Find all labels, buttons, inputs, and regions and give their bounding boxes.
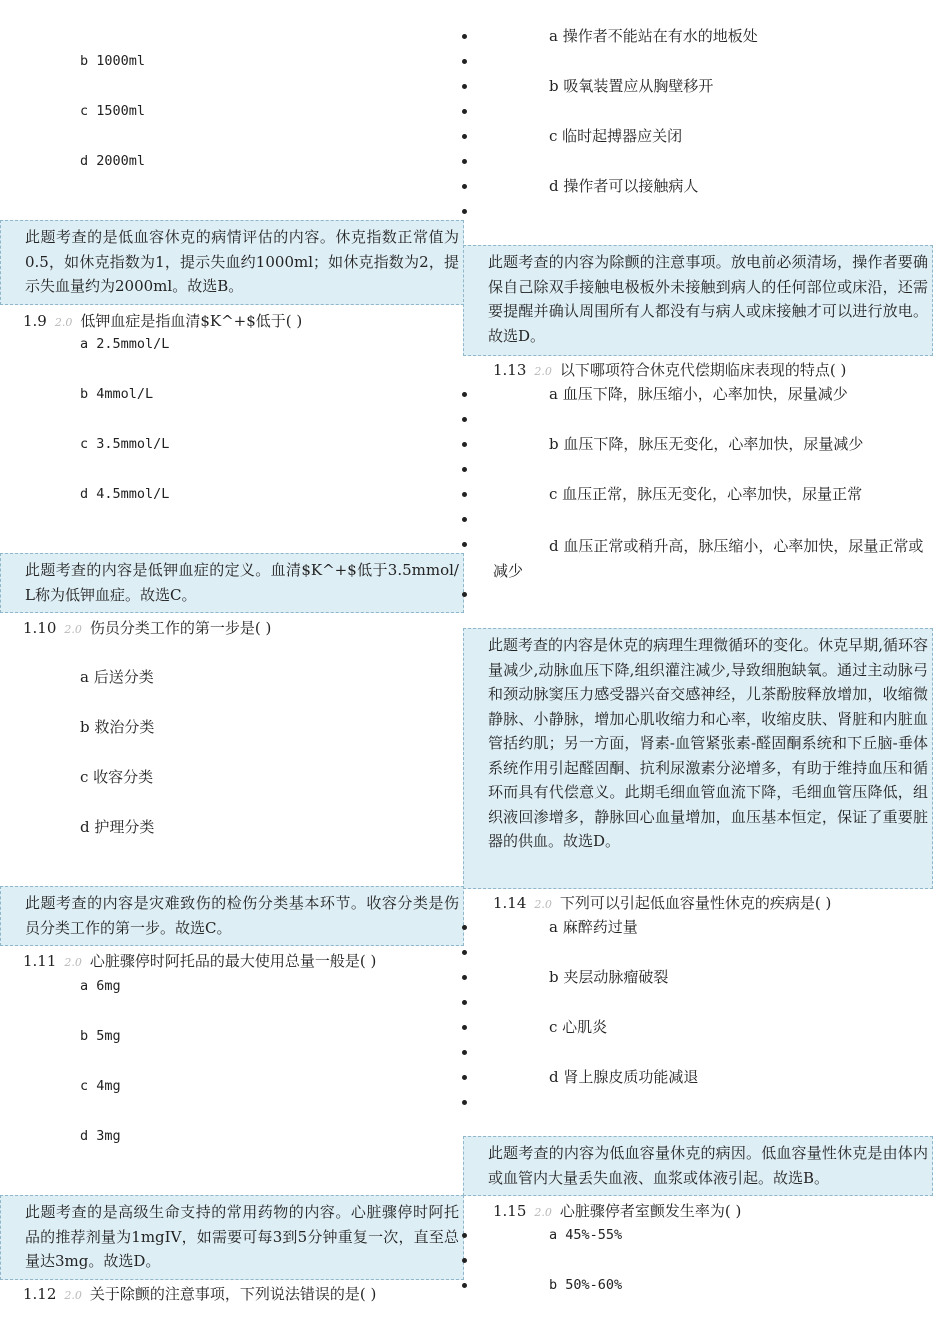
bullet-icon — [462, 442, 467, 447]
bullet-icon — [462, 925, 467, 930]
bullet-icon — [462, 1050, 467, 1055]
question-text: 伤员分类工作的第一步是( ) — [89, 619, 272, 637]
option-c[interactable]: c 临时起搏器应关闭 — [549, 127, 683, 145]
bullet-icon — [462, 109, 467, 114]
option-c[interactable]: c 心肌炎 — [549, 1018, 608, 1036]
option-d[interactable]: d 血压正常或稍升高，脉压缩小，心率加快，尿量正常或减少 — [493, 537, 924, 580]
question-score: 2.0 — [64, 956, 82, 969]
question-text: 心脏骤停时阿托品的最大使用总量一般是( ) — [89, 952, 377, 970]
question-score: 2.0 — [64, 1289, 82, 1302]
option-d[interactable]: d 操作者可以接触病人 — [549, 177, 699, 195]
question-10 — [23, 618, 271, 640]
option-d[interactable]: d 肾上腺皮质功能减退 — [549, 1068, 699, 1086]
explanation-box: 此题考查的是高级生命支持的常用药物的内容。心脏骤停时阿托品的推荐剂量为1mgIV，如需要可每3到5分钟重复一次，直至总量达3mg。故选D。 — [0, 1195, 464, 1280]
question-number: 1.15 — [493, 1202, 527, 1220]
option-b[interactable]: b 夹层动脉瘤破裂 — [549, 968, 669, 986]
bullet-icon — [462, 467, 467, 472]
explanation-box: 此题考查的内容是休克的病理生理微循环的变化。休克早期,循环容量减少,动脉血压下降,组织灌注减少,导致细胞缺氧。通过主动脉弓和颈动脉窦压力感受器兴奋交感神经，儿茶酚胺释放增加，收缩微静脉、小静脉，增加心肌收缩力和心率，收缩皮肤、肾脏和内脏血管括约肌；另一方面，肾素-血管紧张素-醛固酮系统和下丘脑-垂体系统作用引起醛固酮、抗利尿激素分泌增多，有助于维持血压和循环而具有代偿意义。此期毛细血管血流下降，毛细血管压降低，组织液回渗增多，静脉回心血量增加，血压基本恒定，保证了重要脏器的供血。故选D。 — [463, 628, 933, 889]
question-text: 心脏骤停者室颤发生率为( ) — [559, 1202, 742, 1220]
option-d[interactable]: d 护理分类 — [80, 818, 155, 836]
question-number: 1.12 — [23, 1285, 57, 1303]
bullet-icon — [462, 1283, 467, 1288]
bullet-icon — [462, 134, 467, 139]
question-number: 1.13 — [493, 361, 527, 379]
explanation-box: 此题考查的内容是灾难致伤的检伤分类基本环节。收容分类是伤员分类工作的第一步。故选C。 — [0, 886, 464, 946]
question-number: 1.10 — [23, 619, 57, 637]
bullet-icon — [462, 159, 467, 164]
bullet-icon — [462, 417, 467, 422]
question-9 — [23, 311, 302, 333]
option-c[interactable]: c 血压正常，脉压无变化，心率加快，尿量正常 — [549, 485, 863, 503]
question-11 — [23, 951, 376, 973]
bullet-icon — [462, 184, 467, 189]
option-a[interactable]: a 操作者不能站在有水的地板处 — [549, 27, 758, 45]
bullet-icon — [462, 1100, 467, 1105]
bullet-icon — [462, 84, 467, 89]
question-13 — [493, 360, 846, 382]
option-c[interactable]: c 4mg — [80, 1078, 121, 1094]
option-b[interactable]: b 血压下降，脉压无变化，心率加快，尿量减少 — [549, 435, 864, 453]
bullet-icon — [462, 1075, 467, 1080]
option-b[interactable]: b 吸氧装置应从胸壁移开 — [549, 77, 714, 95]
question-14 — [493, 893, 831, 915]
bullet-icon — [462, 950, 467, 955]
explanation-box: 此题考查的内容是低钾血症的定义。血清$K^+$低于3.5mmol/L称为低钾血症。故选C。 — [0, 553, 464, 613]
option-a[interactable]: a 血压下降，脉压缩小，心率加快，尿量减少 — [549, 385, 848, 403]
question-score: 2.0 — [534, 898, 552, 911]
question-text: 低钾血症是指血清$K^+$低于( ) — [80, 312, 303, 330]
bullet-icon — [462, 34, 467, 39]
question-score: 2.0 — [64, 623, 82, 636]
question-score: 2.0 — [534, 1206, 552, 1219]
explanation-box: 此题考查的是低血容休克的病情评估的内容。休克指数正常值为0.5，如休克指数为1，提示失血约1000ml；如休克指数为2，提示失血量约为2000ml。故选B。 — [0, 220, 464, 305]
question-text: 下列可以引起低血容量性休克的疾病是( ) — [559, 894, 832, 912]
explanation-box: 此题考查的内容为除颤的注意事项。放电前必须清场，操作者要确保自己除双手接触电极板外未接触到病人的任何部位或床沿，还需要提醒并确认周围所有人都没有与病人或床接触才可以进行放电。故选D。 — [463, 245, 933, 356]
option-a[interactable]: a 后送分类 — [80, 668, 154, 686]
option-a[interactable]: a 2.5mmol/L — [80, 336, 170, 352]
option-d[interactable]: d 4.5mmol/L — [80, 486, 170, 502]
bullet-icon — [462, 209, 467, 214]
question-number: 1.14 — [493, 894, 527, 912]
bullet-icon — [462, 542, 467, 547]
question-score: 2.0 — [534, 365, 552, 378]
explanation-box: 此题考查的内容为低血容量休克的病因。低血容量性休克是由体内或血管内大量丢失血液、血浆或体液引起。故选B。 — [463, 1136, 933, 1196]
question-number: 1.11 — [23, 952, 57, 970]
option-d[interactable]: d 3mg — [80, 1128, 121, 1144]
option-c[interactable]: c 3.5mmol/L — [80, 436, 170, 452]
question-15 — [493, 1201, 741, 1223]
option-b[interactable]: b 5mg — [80, 1028, 121, 1044]
bullet-icon — [462, 975, 467, 980]
option-b[interactable]: b 救治分类 — [80, 718, 155, 736]
bullet-icon — [462, 1025, 467, 1030]
question-text: 以下哪项符合休克代偿期临床表现的特点( ) — [559, 361, 847, 379]
option-d[interactable]: d 2000ml — [80, 153, 146, 169]
question-text: 关于除颤的注意事项，下列说法错误的是( ) — [89, 1285, 377, 1303]
option-b[interactable]: b 4mmol/L — [80, 386, 154, 402]
bullet-icon — [462, 1233, 467, 1238]
option-a[interactable]: a 6mg — [80, 978, 121, 994]
option-b[interactable]: b 50%-60% — [549, 1277, 623, 1293]
option-b[interactable]: b 1000ml — [80, 53, 146, 69]
question-score: 2.0 — [54, 316, 73, 329]
question-number: 1.9 — [23, 312, 47, 330]
bullet-icon — [462, 392, 467, 397]
option-a[interactable]: a 麻醉药过量 — [549, 918, 638, 936]
option-c[interactable]: c 1500ml — [80, 103, 146, 119]
bullet-icon — [462, 517, 467, 522]
bullet-icon — [462, 1000, 467, 1005]
question-12 — [23, 1284, 376, 1306]
option-a[interactable]: a 45%-55% — [549, 1227, 623, 1243]
bullet-icon — [462, 59, 467, 64]
option-c[interactable]: c 收容分类 — [80, 768, 154, 786]
bullet-icon — [462, 492, 467, 497]
bullet-icon — [462, 592, 467, 597]
bullet-icon — [462, 1258, 467, 1263]
